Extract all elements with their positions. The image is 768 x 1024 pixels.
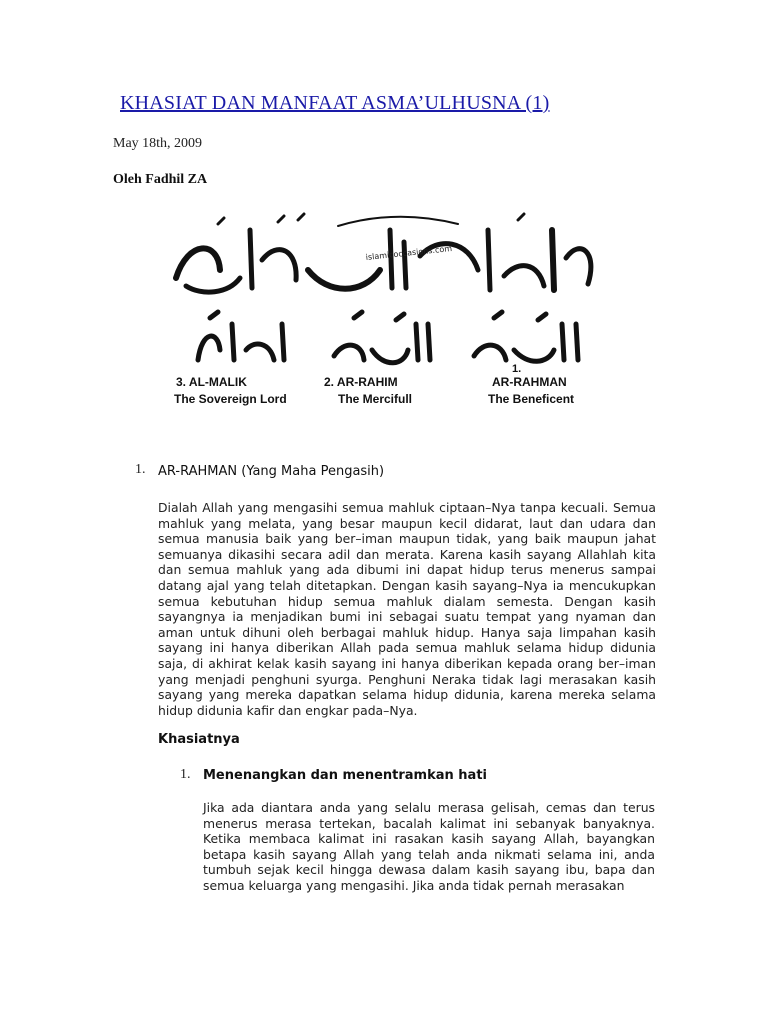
benefit-paragraph: Jika ada diantara anda yang selalu merasa gelisah, cemas dan terus menerus merasa tertekan, bacalah kalimat ini sebanyak banyaknya. Ketika membaca kalimat ini rasakan kasih sayang Allah, bayangkan betapa kasih sayang Allah yang telah anda nikmati selama ini, anda tumbuh sejak kecil hingga dewasa dalam kasih sayang ibu, bapa dan semua keluarga yang mengasihi. Jika anda tidak pernah merasakan: [203, 800, 655, 893]
section-paragraph: Dialah Allah yang mengasihi semua mahluk ciptaan–Nya tanpa kecuali. Semua mahluk yang melata, yang besar maupun kecil didarat, laut dan udara dan semua manusia baik yang ber–iman maupun tidak, yang baik maupun jahat semuanya dikasihi secara adil dan merata. Karena kasih sayang Allahlah kita dan semua mahluk yang ada dibumi ini dapat hidup terus menerus sampai datang ajal yang telah ditetapkan. Dengan kasih sayang–Nya ia mencukupkan semua kebutuhan hidup semua mahluk dialam semesta. Dengan kasih sayangnya ia menjadikan bumi ini sebagai suatu tempat yang nyaman dan aman untuk dihuni oleh berbagai mahluk hidup. Hanya saja limpahan kasih sayang ini hanya diberikan Allah pada semua mahluk selama hidup didunia saja, di akhirat kelak kasih sayang ini hanya diberikan kepada orang ber–iman yang menjadi penghuni syurga. Penghuni Neraka tidak lagi merasakan kasih sayang yang mereka dapatkan selama hidup didunia, karena mereka selama hidup didunia kafir dan engkar pada–Nya.: [158, 500, 656, 718]
banner-watermark: islamicoccasions.com: [365, 243, 453, 262]
name-2-label: 2. AR-RAHIM: [324, 375, 398, 389]
name-2-meaning: The Mercifull: [338, 392, 413, 406]
name-3-meaning: The Sovereign Lord: [174, 392, 287, 406]
section-heading-translation: (Yang Maha Pengasih): [237, 464, 385, 479]
name-1-number: 1.: [512, 363, 522, 375]
list-number: 1.: [135, 462, 146, 477]
list-number: 1.: [180, 767, 191, 782]
name-1-meaning: The Beneficent: [488, 392, 575, 406]
name-3-label: 3. AL-MALIK: [176, 375, 247, 389]
calligraphy-al-malik: [198, 312, 284, 360]
author-byline: Oleh Fadhil ZA: [113, 172, 208, 187]
calligraphy-ar-rahman: [474, 312, 578, 361]
section-heading-term: AR-RAHMAN: [158, 464, 238, 479]
khasiat-heading: Khasiatnya: [158, 732, 240, 747]
post-date: May 18th, 2009: [113, 136, 203, 151]
benefit-heading: Menenangkan dan menentramkan hati: [203, 768, 488, 783]
calligraphy-ar-rahim: [334, 312, 430, 363]
name-1-label: AR-RAHMAN: [492, 375, 567, 389]
article-title[interactable]: KHASIAT DAN MANFAAT ASMA’ULHUSNA (1): [120, 92, 550, 114]
asmaul-husna-banner: [158, 200, 602, 412]
section-heading: [158, 464, 384, 479]
